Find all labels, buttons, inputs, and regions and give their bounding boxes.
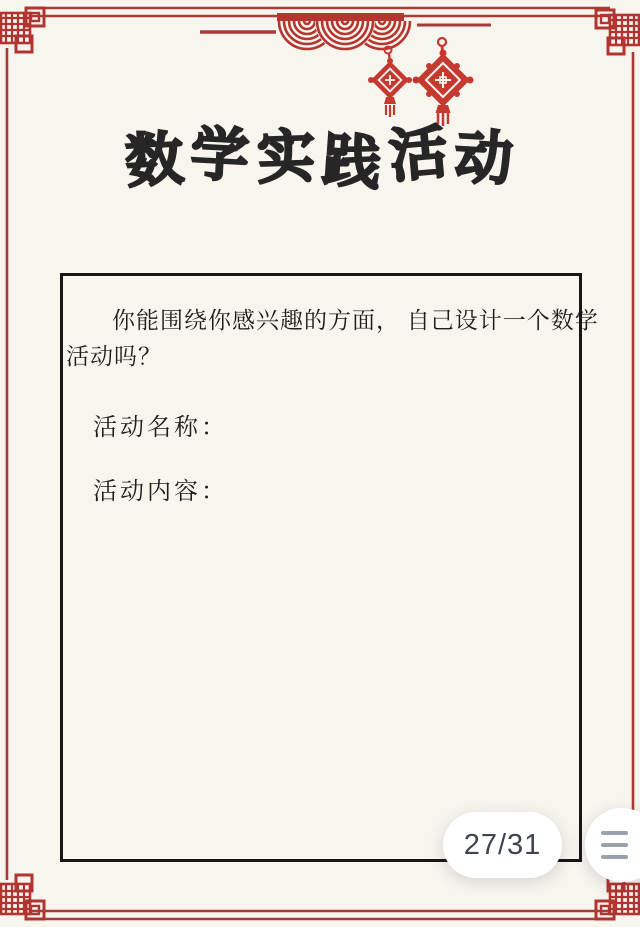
- page-indicator[interactable]: [443, 812, 562, 878]
- page-indicator-label: 27/31: [463, 828, 542, 861]
- activity-name-label: 活动名称：: [93, 415, 228, 441]
- question-line-2: 活动吗？: [66, 344, 162, 369]
- chinese-knot-ornament-small: [368, 47, 412, 118]
- menu-button[interactable]: [585, 808, 640, 882]
- question-text: [66, 303, 599, 375]
- fan-scallop-garland: [277, 13, 412, 51]
- content-box: [60, 273, 599, 862]
- top-accent-lines: [200, 25, 491, 32]
- question-line-1: 你能围绕你感兴趣的方面， 自己设计一个数学: [112, 308, 599, 333]
- activity-content-label: 活动内容：: [93, 479, 228, 505]
- page-title: 数学实践活动: [123, 117, 517, 198]
